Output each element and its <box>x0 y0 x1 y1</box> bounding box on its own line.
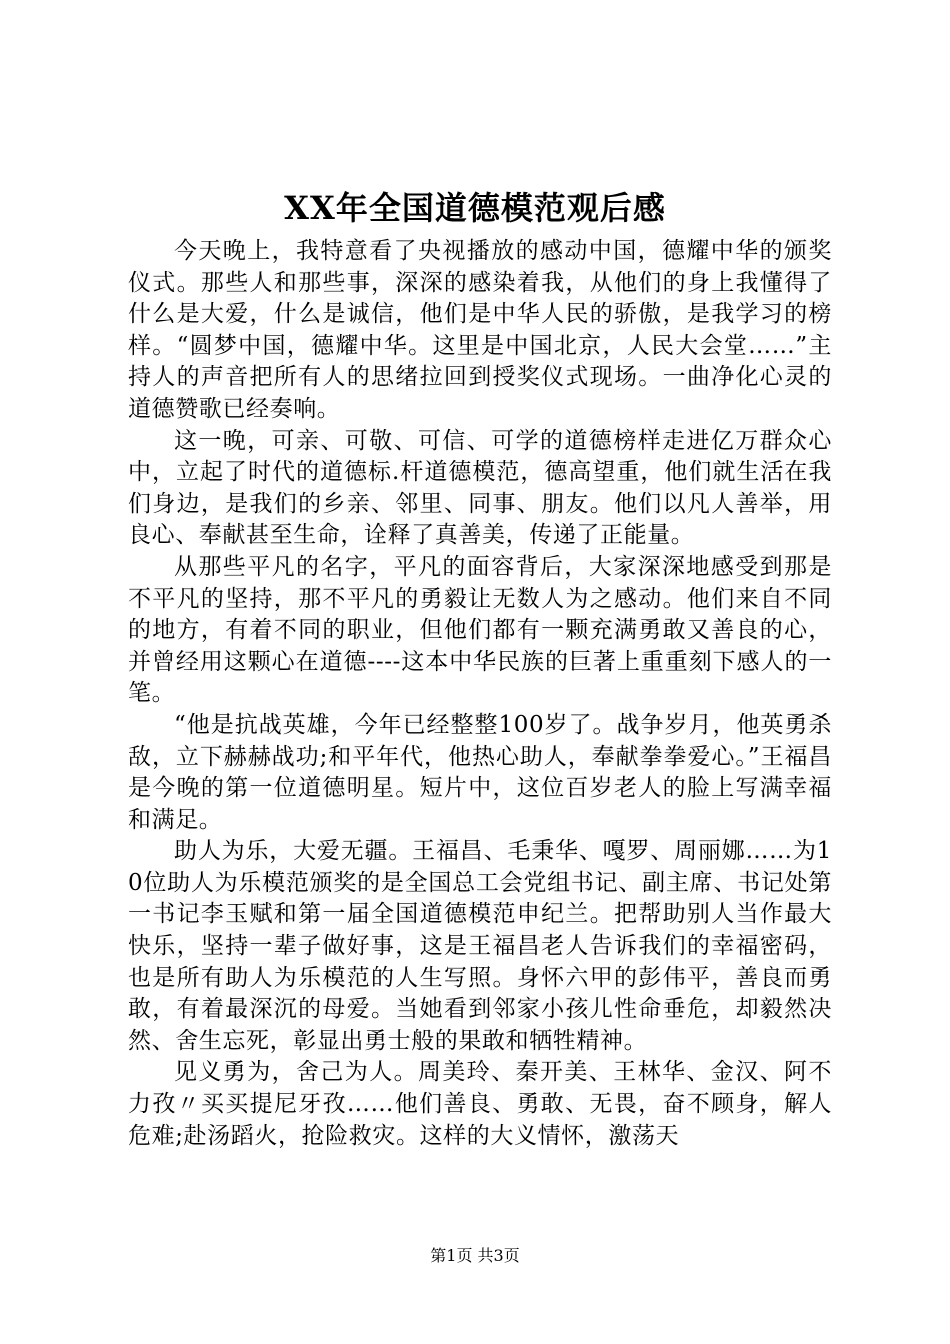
paragraph-4: “他是抗战英雄，今年已经整整100岁了。战争岁月，他英勇杀敌，立下赫赫战功;和平年代，他热心助人，奉献拳拳爱心。”王福昌是今晚的第一位道德明星。短片中，这位百岁老人的脸上写满幸福和满足。 <box>128 711 832 833</box>
paragraph-3: 从那些平凡的名字，平凡的面容背后，大家深深地感受到那是不平凡的坚持，那不平凡的勇毅让无数人为之感动。他们来自不同的地方，有着不同的职业，但他们都有一颗充满勇敢又善良的心，并曾经用这颗心在道德----这本中华民族的巨著上重重刻下感人的一笔。 <box>128 553 832 707</box>
document-body <box>128 236 832 1152</box>
paragraph-1: 今天晚上，我特意看了央视播放的感动中国，德耀中华的颁奖仪式。那些人和那些事，深深的感染着我，从他们的身上我懂得了什么是大爱，什么是诚信，他们是中华人民的骄傲，是我学习的榜样。“圆梦中国，德耀中华。这里是中国北京，人民大会堂……”主持人的声音把所有人的思绪拉回到授奖仪式现场。一曲净化心灵的道德赞歌已经奏响。 <box>128 238 832 422</box>
page-number-footer: 第1页 共3页 <box>430 1246 520 1265</box>
paragraph-5: 助人为乐，大爱无疆。王福昌、毛秉华、嘎罗、周丽娜……为10位助人为乐模范颁奖的是全国总工会党组书记、副主席、书记处第一书记李玉赋和第一届全国道德模范申纪兰。把帮助别人当作最大快乐，坚持一辈子做好事，这是王福昌老人告诉我们的幸福密码，也是所有助人为乐模范的人生写照。身怀六甲的彭伟平，善良而勇敢，有着最深沉的母爱。当她看到邻家小孩儿性命垂危，却毅然决然、舍生忘死，彰显出勇士般的果敢和牺牲精神。 <box>128 838 832 1054</box>
paragraph-2: 这一晚，可亲、可敬、可信、可学的道德榜样走进亿万群众心中，立起了时代的道德标.杆道德模范，德高望重，他们就生活在我们身边，是我们的乡亲、邻里、同事、朋友。他们以凡人善举，用良心、奉献甚至生命，诠释了真善美，传递了正能量。 <box>128 427 832 549</box>
document-title: XX年全国道德模范观后感 <box>284 189 666 227</box>
paragraph-6: 见义勇为，舍己为人。周美玲、秦开美、王林华、金汉、阿不力孜〃买买提尼牙孜……他们善良、勇敢、无畏，奋不顾身，解人危难;赴汤蹈火，抢险救灾。这样的大义情怀，激荡天 <box>128 1059 832 1149</box>
